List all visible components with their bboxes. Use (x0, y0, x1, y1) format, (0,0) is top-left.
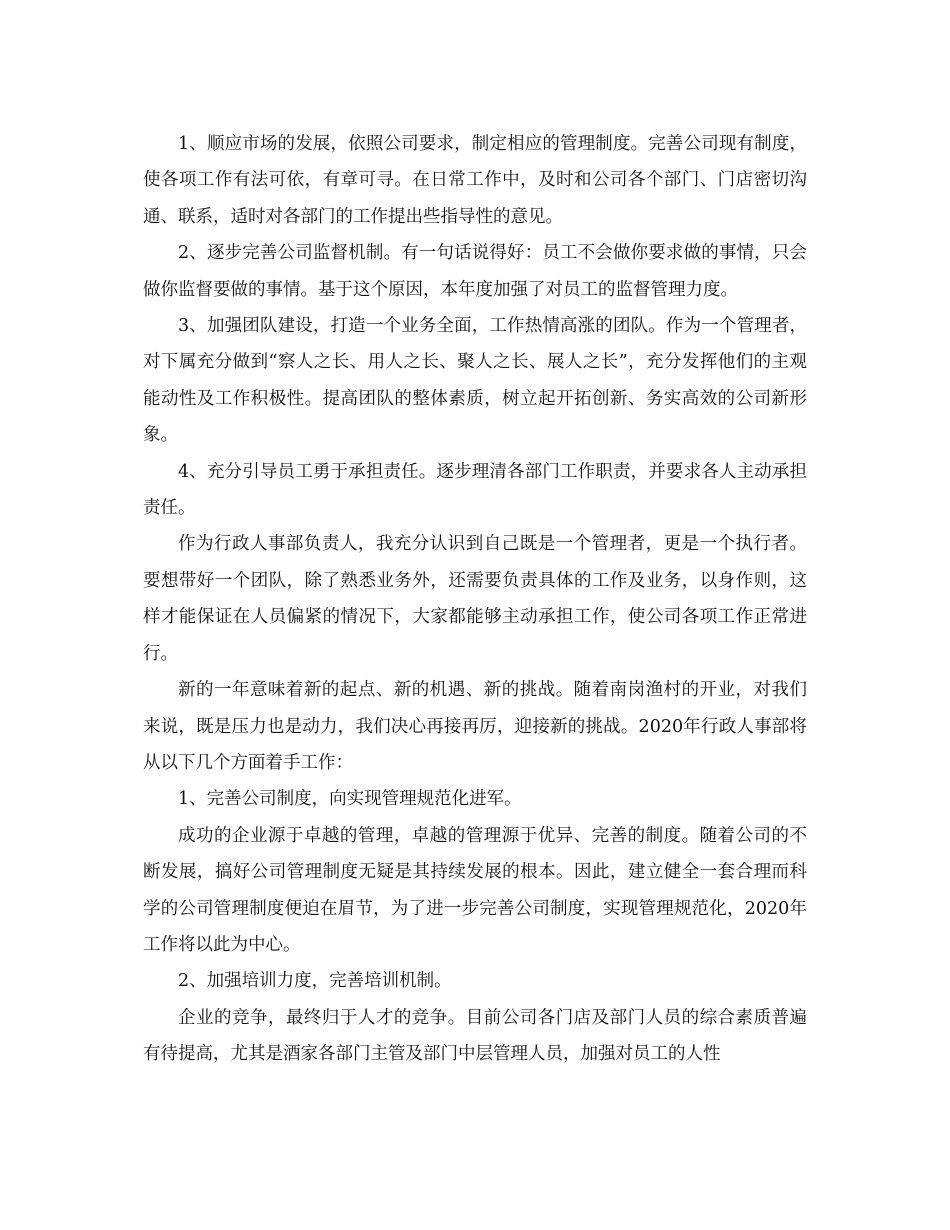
paragraph-4: 4、充分引导员工勇于承担责任。逐步理清各部门工作职责，并要求各人主动承担责任。 (143, 461, 807, 519)
document-body (143, 126, 807, 1073)
paragraph-8: 成功的企业源于卓越的管理，卓越的管理源于优异、完善的制度。随着公司的不断发展，搞好公司管理制度无疑是其持续发展的根本。因此，建立健全一套合理而科学的公司管理制度便迫在眉节，为了进一步完善公司制度，实现管理规范化，2020年工作将以此为中心。 (143, 825, 807, 955)
paragraph-1: 1、顺应市场的发展，依照公司要求，制定相应的管理制度。完善公司现有制度，使各项工作有法可依，有章可寻。在日常工作中，及时和公司各个部门、门店密切沟通、联系，适时对各部门的工作提出些指导性的意见。 (143, 134, 807, 227)
paragraph-7: 1、完善公司制度，向实现管理规范化进军。 (178, 789, 522, 810)
paragraph-9: 2、加强培训力度，完善培训机制。 (178, 971, 452, 992)
paragraph-2: 2、逐步完善公司监督机制。有一句话说得好：员工不会做你要求做的事情，只会做你监督要做的事情。基于这个原因，本年度加强了对员工的监督管理力度。 (143, 243, 807, 300)
paragraph-10: 企业的竞争，最终归于人才的竞争。目前公司各门店及部门人员的综合素质普遍有待提高，尤其是酒家各部门主管及部门中层管理人员，加强对员工的人性 (143, 1007, 807, 1065)
paragraph-3: 3、加强团队建设，打造一个业务全面，工作热情高涨的团队。作为一个管理者，对下属充分做到“察人之长、用人之长、聚人之长、展人之长”，充分发挥他们的主观能动性及工作积极性。提高团队的整体素质，树立起开拓创新、务实高效的公司新形象。 (143, 316, 807, 446)
paragraph-5: 作为行政人事部负责人，我充分认识到自己既是一个管理者，更是一个执行者。要想带好一个团队，除了熟悉业务外，还需要负责具体的工作及业务，以身作则，这样才能保证在人员偏紧的情况下，大家都能够主动承担工作，使公司各项工作正常进行。 (143, 534, 807, 664)
paragraph-6: 新的一年意味着新的起点、新的机遇、新的挑战。随着南岗渔村的开业，对我们来说，既是压力也是动力，我们决心再接再厉，迎接新的挑战。2020年行政人事部将从以下几个方面着手工作： (143, 680, 807, 773)
